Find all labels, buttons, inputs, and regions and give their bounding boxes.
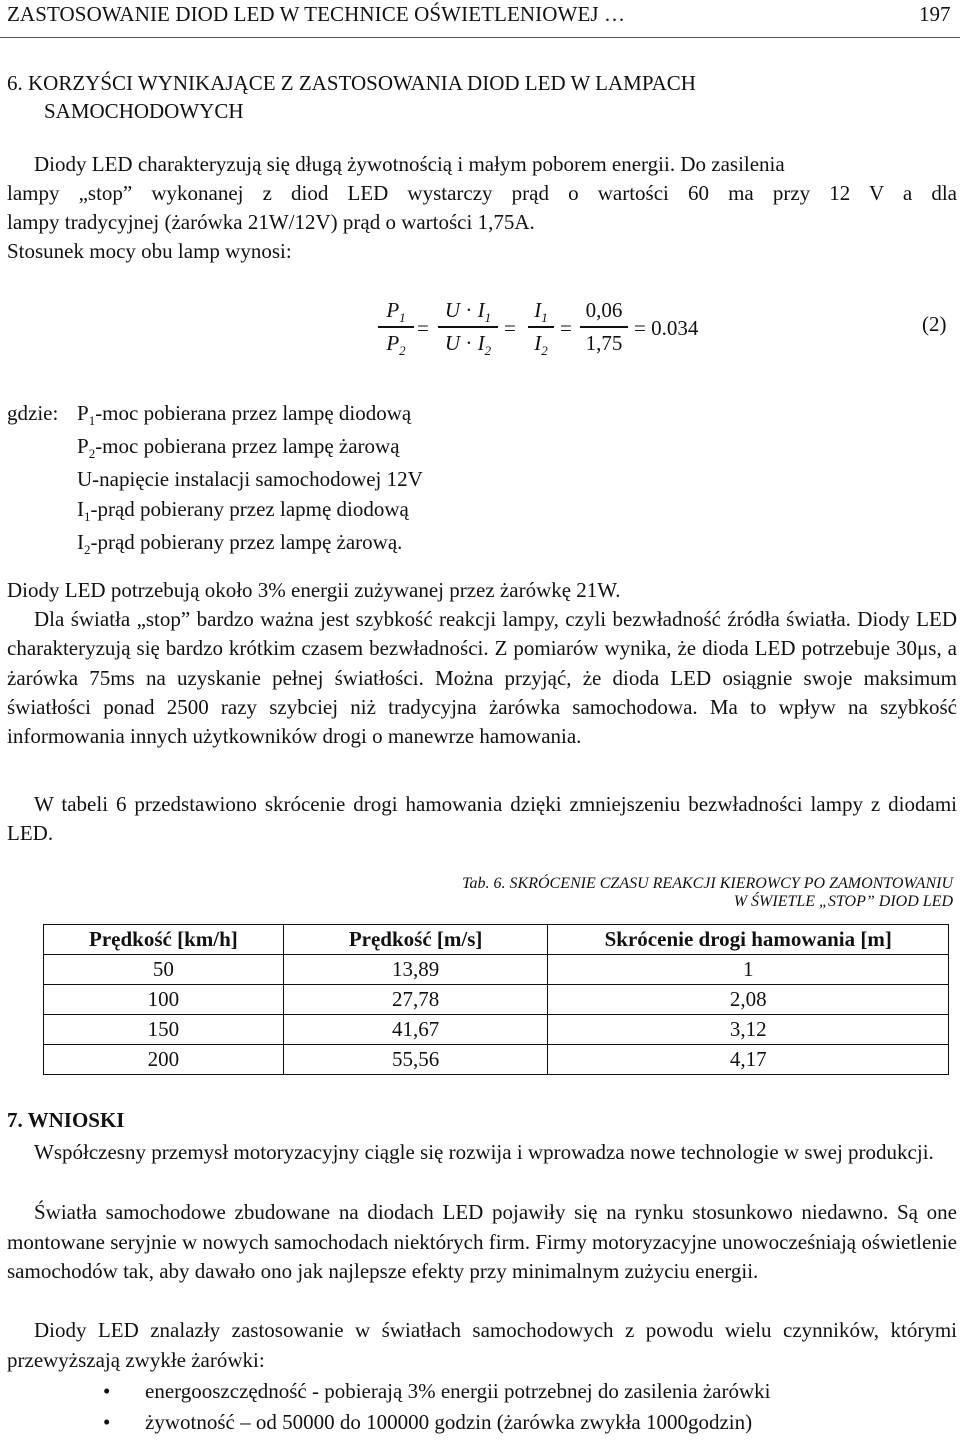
table-caption-line2: W ŚWIETLE „STOP” DIOD LED — [733, 893, 953, 910]
table-cell: 13,89 — [283, 955, 548, 985]
body-paragraph-2: Dla światła „stop” bardzo ważna jest szybkość reakcji lampy, czyli bezwładność źródła światła. Diody LED charakteryzują się bardzo krótkim czasem bezwładności. Z pomiarów wynika, że dioda LED potrzebuje 30μs, a żarówka 75ms na uzyskanie pełnej światłości. Można przyjąć, że dioda LED osiągnie swoje maksimum światłości ponad 2500 razy szybciej niż tradycyjna żarówka samochodowa. Ma to wpływ na szybkość informowania innych użytkowników drogi o manewrze hamowania. — [7, 607, 957, 749]
table-row — [44, 1015, 949, 1045]
equals-sign: = — [504, 316, 516, 340]
equation-number: (2) — [922, 312, 947, 336]
bullet-icon: • — [103, 1379, 111, 1403]
column-header: Prędkość [m/s] — [283, 925, 548, 955]
table-cell: 27,78 — [283, 985, 548, 1015]
equals-sign: = — [560, 316, 572, 340]
table-cell: 41,67 — [283, 1015, 548, 1045]
table-row — [44, 985, 949, 1015]
definition-p1: gdzie: $P_1$-moc pobierana przez lampę diodową — [7, 401, 412, 428]
advantages-list — [7, 1376, 957, 1438]
list-item: • żywotność – od 50000 do 100000 godzin (żarówka zwykła 1000godzin) — [7, 1407, 957, 1438]
result: = 0.034 — [634, 316, 699, 340]
fraction-i: $I_1$ $I_2$ — [528, 295, 554, 359]
equals-sign: = — [417, 316, 429, 340]
conclusion-paragraph-1: Współczesny przemysł motoryzacyjny ciągle się rozwija i wprowadza nowe technologie w swej produkcji. — [34, 1140, 934, 1164]
intro-line-3: lampy tradycyjnej (żarówka 21W/12V) prąd o wartości 1,75A. — [7, 210, 535, 234]
intro-line-2: lampy „stop” wykonanej z diod LED wystarczy prąd o wartości 60 ma przy 12 V a dla — [7, 181, 957, 205]
intro-line-1: Diody LED charakteryzują się długą żywotnością i małym poborem energii. Do zasilenia — [34, 152, 785, 176]
conclusion-paragraph-3: Diody LED znalazły zastosowanie w światłach samochodowych z powodu wielu czynników, którymi przewyższają zwykłe żarówki: — [7, 1318, 957, 1372]
definition-i2: $I_2$-prąd pobierany przez lampę żarową. — [77, 530, 403, 557]
table-cell: 4,17 — [548, 1045, 949, 1075]
body-paragraph-1: Diody LED potrzebują około 3% energii zużywanej przez żarówkę 21W. — [7, 578, 621, 602]
fraction-values: 0,06 1,75 — [580, 295, 628, 359]
section-6-intro — [7, 150, 957, 266]
bullet-icon: • — [103, 1410, 111, 1434]
table-caption — [253, 875, 953, 911]
section-6-heading-line2: SAMOCHODOWYCH — [44, 99, 244, 123]
body-paragraph-3: W tabeli 6 przedstawiono skrócenie drogi hamowania dzięki zmniejszeniu bezwładności lampy z diodami LED. — [7, 792, 957, 845]
section-7-heading: 7. WNIOSKI — [7, 1108, 125, 1132]
conclusion-paragraph-2: Światła samochodowe zbudowane na diodach LED pojawiły się na rynku stosunkowo niedawno. Są one montowane seryjnie w nowych samochodach niektórych firm. Firmy motoryzacyjne unowocześniają oświetlenie samochodów tak, aby dawało ono jak najlepsze efekty przy minimalnym zużyciu energii. — [7, 1200, 957, 1283]
table-cell: 1 — [548, 955, 949, 985]
braking-distance-table — [43, 924, 949, 1075]
table-cell: 2,08 — [548, 985, 949, 1015]
fraction-p1-p2: $P_1$ $P_2$ — [378, 295, 414, 359]
running-header-title: ZASTOSOWANIE DIOD LED W TECHNICE OŚWIETLENIOWEJ … — [7, 2, 626, 26]
table-cell: 150 — [44, 1015, 284, 1045]
column-header: Skrócenie drogi hamowania [m] — [548, 925, 949, 955]
definition-i1: $I_1$-prąd pobierany przez lapmę diodową — [77, 497, 409, 524]
table-cell: 100 — [44, 985, 284, 1015]
table-cell: 50 — [44, 955, 284, 985]
symbol-definitions — [7, 398, 423, 560]
list-item: • energooszczędność - pobierają 3% energii potrzebnej do zasilenia żarówki — [7, 1376, 957, 1407]
table-cell: 200 — [44, 1045, 284, 1075]
definition-p2: $P_2$-moc pobierana przez lampę żarową — [77, 434, 400, 461]
table-row — [44, 955, 949, 985]
intro-line-4: Stosunek mocy obu lamp wynosi: — [7, 239, 292, 263]
section-6-heading-line1: 6. KORZYŚCI WYNIKAJĄCE Z ZASTOSOWANIA DIOD LED W LAMPACH — [7, 71, 696, 95]
table-header-row — [44, 925, 949, 955]
table-cell: 55,56 — [283, 1045, 548, 1075]
column-header: Prędkość [km/h] — [44, 925, 284, 955]
definition-u: U-napięcie instalacji samochodowej 12V — [77, 467, 423, 491]
page-number: 197 — [919, 2, 951, 26]
header-rule — [0, 37, 960, 38]
table-row — [44, 1045, 949, 1075]
table-caption-line1: Tab. 6. SKRÓCENIE CZASU REAKCJI KIEROWCY PO ZAMONTOWANIU — [462, 875, 953, 892]
equation-2 — [370, 295, 770, 375]
fraction-ui: $U \cdot I_1$ $U \cdot I_2$ — [438, 295, 498, 359]
table-cell: 3,12 — [548, 1015, 949, 1045]
section-6-heading — [7, 69, 952, 125]
